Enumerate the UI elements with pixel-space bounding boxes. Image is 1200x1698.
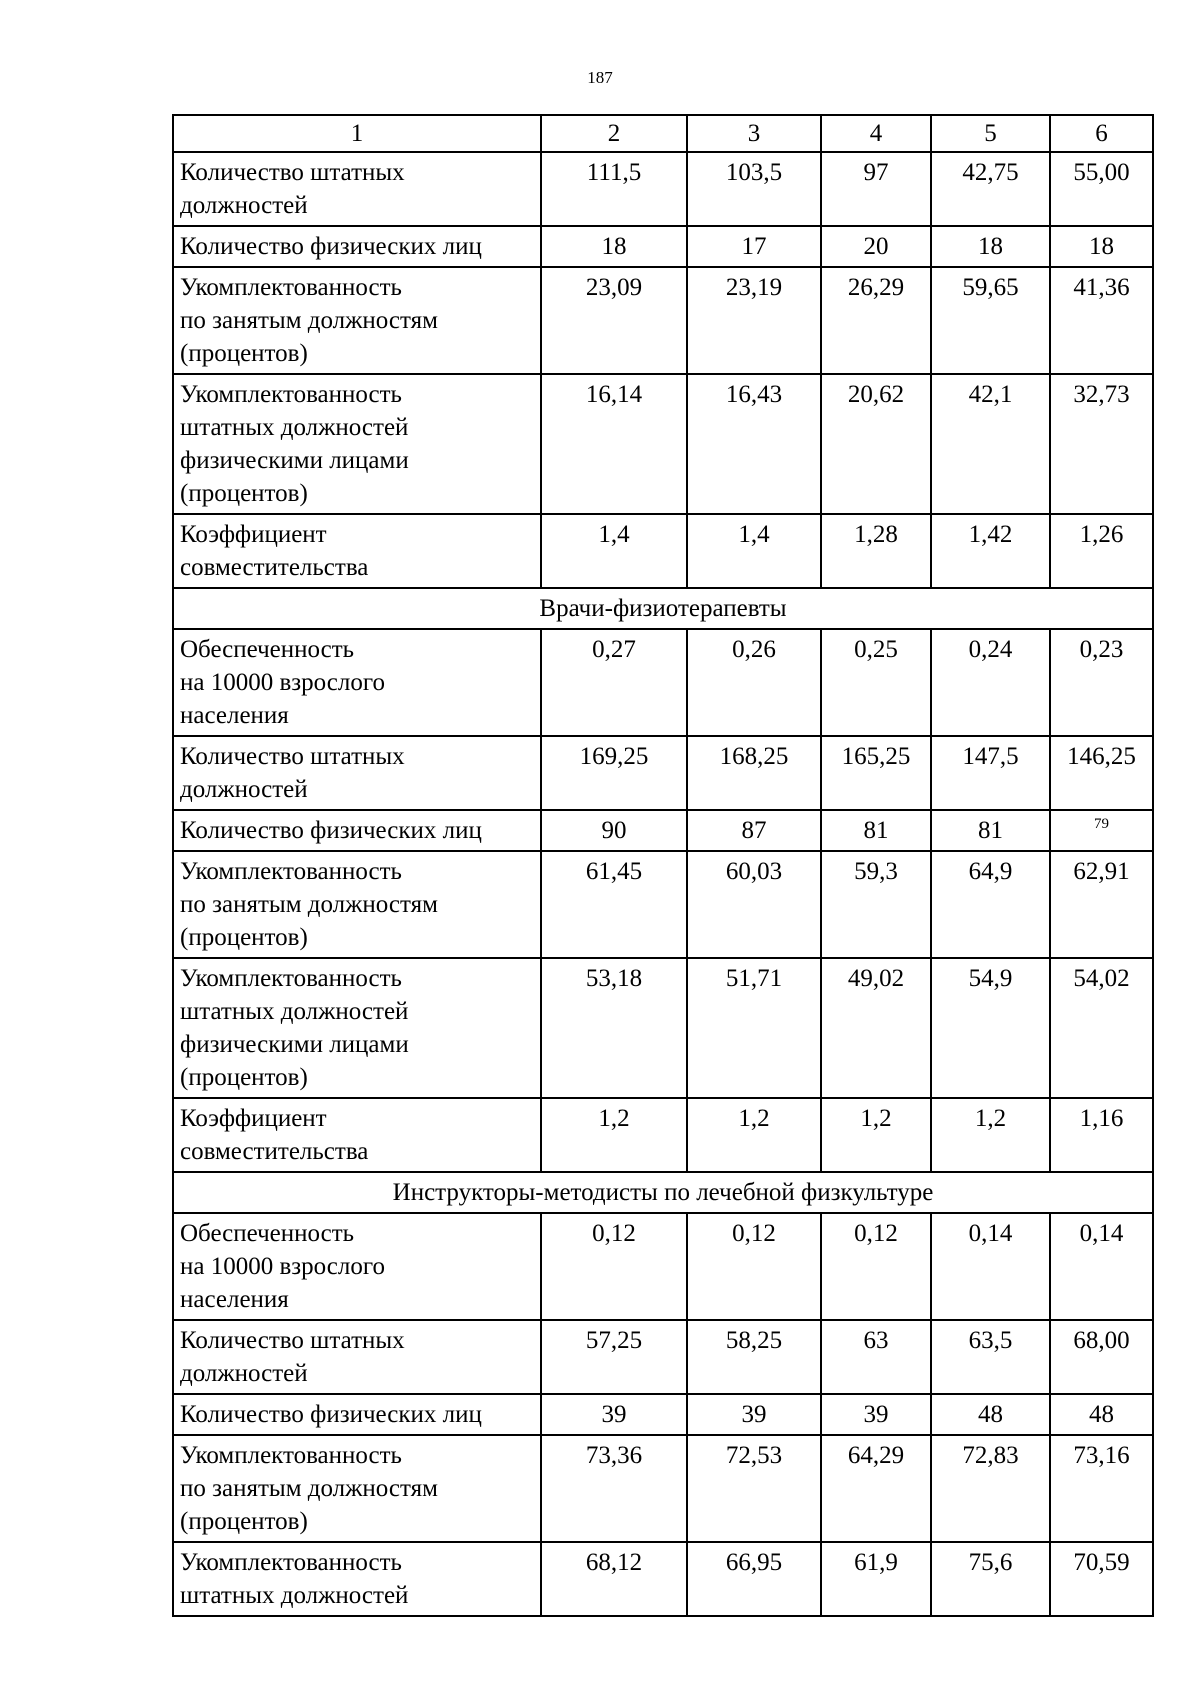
table-cell: 48 bbox=[1050, 1394, 1153, 1435]
row-label: Укомплектованность штатных должностей bbox=[173, 1542, 541, 1616]
table-cell: 90 bbox=[541, 810, 687, 851]
table-cell: 0,23 bbox=[1050, 629, 1153, 736]
table-cell: 1,4 bbox=[541, 514, 687, 588]
table-cell: 97 bbox=[821, 152, 931, 226]
section-title: Врачи-физиотерапевты bbox=[173, 588, 1153, 629]
table-cell: 16,43 bbox=[687, 374, 821, 514]
row-label: Коэффициент совместительства bbox=[173, 514, 541, 588]
table-cell: 1,4 bbox=[687, 514, 821, 588]
table-cell: 81 bbox=[931, 810, 1050, 851]
table-cell: 23,19 bbox=[687, 267, 821, 374]
table-row bbox=[173, 1435, 1153, 1542]
table-cell: 1,2 bbox=[821, 1098, 931, 1172]
table-cell: 0,14 bbox=[931, 1213, 1050, 1320]
table-cell: 1,16 bbox=[1050, 1098, 1153, 1172]
table-cell: 55,00 bbox=[1050, 152, 1153, 226]
table-cell: 62,91 bbox=[1050, 851, 1153, 958]
table-cell: 73,16 bbox=[1050, 1435, 1153, 1542]
table-body bbox=[173, 115, 1153, 1616]
table-cell: 1,28 bbox=[821, 514, 931, 588]
table-row bbox=[173, 736, 1153, 810]
table-cell: 1,2 bbox=[541, 1098, 687, 1172]
table-row bbox=[173, 1213, 1153, 1320]
table-cell: 26,29 bbox=[821, 267, 931, 374]
table-cell: 53,18 bbox=[541, 958, 687, 1098]
row-label: Коэффициент совместительства bbox=[173, 1098, 541, 1172]
table-cell: 54,9 bbox=[931, 958, 1050, 1098]
column-header: 1 bbox=[173, 115, 541, 152]
row-label: Укомплектованность по занятым должностям (процентов) bbox=[173, 851, 541, 958]
table-cell: 1,26 bbox=[1050, 514, 1153, 588]
table-cell: 169,25 bbox=[541, 736, 687, 810]
row-label: Количество штатных должностей bbox=[173, 152, 541, 226]
table-cell: 168,25 bbox=[687, 736, 821, 810]
table-cell: 42,1 bbox=[931, 374, 1050, 514]
table-cell: 1,2 bbox=[687, 1098, 821, 1172]
section-row bbox=[173, 588, 1153, 629]
column-header: 5 bbox=[931, 115, 1050, 152]
table-cell: 0,26 bbox=[687, 629, 821, 736]
table-cell: 75,6 bbox=[931, 1542, 1050, 1616]
table-cell: 165,25 bbox=[821, 736, 931, 810]
column-header: 2 bbox=[541, 115, 687, 152]
table-cell: 51,71 bbox=[687, 958, 821, 1098]
column-header: 4 bbox=[821, 115, 931, 152]
table-cell: 73,36 bbox=[541, 1435, 687, 1542]
table-cell: 18 bbox=[541, 226, 687, 267]
table-cell: 81 bbox=[821, 810, 931, 851]
table-cell: 103,5 bbox=[687, 152, 821, 226]
table-row bbox=[173, 1320, 1153, 1394]
row-label: Количество физических лиц bbox=[173, 1394, 541, 1435]
row-label: Укомплектованность по занятым должностям (процентов) bbox=[173, 267, 541, 374]
table-cell: 39 bbox=[821, 1394, 931, 1435]
table-row bbox=[173, 1098, 1153, 1172]
table-cell: 57,25 bbox=[541, 1320, 687, 1394]
table-cell: 64,9 bbox=[931, 851, 1050, 958]
row-label: Укомплектованность по занятым должностям (процентов) bbox=[173, 1435, 541, 1542]
table-cell: 0,27 bbox=[541, 629, 687, 736]
table-cell: 59,3 bbox=[821, 851, 931, 958]
table-cell: 147,5 bbox=[931, 736, 1050, 810]
table-cell: 23,09 bbox=[541, 267, 687, 374]
table-cell: 48 bbox=[931, 1394, 1050, 1435]
table-cell: 72,83 bbox=[931, 1435, 1050, 1542]
table-cell: 111,5 bbox=[541, 152, 687, 226]
table-cell: 1,2 bbox=[931, 1098, 1050, 1172]
table-cell: 18 bbox=[931, 226, 1050, 267]
table-cell: 0,24 bbox=[931, 629, 1050, 736]
table-row bbox=[173, 374, 1153, 514]
table-cell: 54,02 bbox=[1050, 958, 1153, 1098]
table-cell: 1,42 bbox=[931, 514, 1050, 588]
table-cell: 18 bbox=[1050, 226, 1153, 267]
table-cell: 20,62 bbox=[821, 374, 931, 514]
table-cell: 49,02 bbox=[821, 958, 931, 1098]
table-cell: 68,00 bbox=[1050, 1320, 1153, 1394]
table-cell: 59,65 bbox=[931, 267, 1050, 374]
table-cell: 39 bbox=[687, 1394, 821, 1435]
table-cell: 61,9 bbox=[821, 1542, 931, 1616]
row-label: Количество штатных должностей bbox=[173, 1320, 541, 1394]
table-cell: 87 bbox=[687, 810, 821, 851]
section-title: Инструкторы-методисты по лечебной физкультуре bbox=[173, 1172, 1153, 1213]
table-cell: 17 bbox=[687, 226, 821, 267]
table-row bbox=[173, 226, 1153, 267]
data-table bbox=[172, 114, 1154, 1617]
table-cell: 64,29 bbox=[821, 1435, 931, 1542]
table-cell: 20 bbox=[821, 226, 931, 267]
table-row bbox=[173, 152, 1153, 226]
table-cell: 72,53 bbox=[687, 1435, 821, 1542]
table-cell: 39 bbox=[541, 1394, 687, 1435]
page-number: 187 bbox=[587, 68, 613, 87]
table-cell: 63,5 bbox=[931, 1320, 1050, 1394]
table-cell: 0,12 bbox=[541, 1213, 687, 1320]
table-cell: 0,12 bbox=[821, 1213, 931, 1320]
row-label: Обеспеченность на 10000 взрослого населения bbox=[173, 629, 541, 736]
table-cell: 79 bbox=[1050, 810, 1153, 851]
table-row bbox=[173, 851, 1153, 958]
table-cell: 42,75 bbox=[931, 152, 1050, 226]
table-cell: 66,95 bbox=[687, 1542, 821, 1616]
table-cell: 146,25 bbox=[1050, 736, 1153, 810]
row-label: Укомплектованность штатных должностей физическими лицами (процентов) bbox=[173, 958, 541, 1098]
table-row bbox=[173, 267, 1153, 374]
table-cell: 61,45 bbox=[541, 851, 687, 958]
table-cell: 0,14 bbox=[1050, 1213, 1153, 1320]
table-row bbox=[173, 514, 1153, 588]
table-cell: 32,73 bbox=[1050, 374, 1153, 514]
table-cell: 63 bbox=[821, 1320, 931, 1394]
table-cell: 16,14 bbox=[541, 374, 687, 514]
section-row bbox=[173, 1172, 1153, 1213]
column-header: 6 bbox=[1050, 115, 1153, 152]
table-row bbox=[173, 1542, 1153, 1616]
row-label: Укомплектованность штатных должностей физическими лицами (процентов) bbox=[173, 374, 541, 514]
table-cell: 0,12 bbox=[687, 1213, 821, 1320]
table-cell: 41,36 bbox=[1050, 267, 1153, 374]
table-row bbox=[173, 958, 1153, 1098]
table-row bbox=[173, 810, 1153, 851]
table-cell: 60,03 bbox=[687, 851, 821, 958]
row-label: Количество физических лиц bbox=[173, 226, 541, 267]
column-header: 3 bbox=[687, 115, 821, 152]
row-label: Обеспеченность на 10000 взрослого населения bbox=[173, 1213, 541, 1320]
table-row bbox=[173, 1394, 1153, 1435]
table-header-row bbox=[173, 115, 1153, 152]
table-row bbox=[173, 629, 1153, 736]
row-label: Количество физических лиц bbox=[173, 810, 541, 851]
table-cell: 68,12 bbox=[541, 1542, 687, 1616]
row-label: Количество штатных должностей bbox=[173, 736, 541, 810]
table-cell: 58,25 bbox=[687, 1320, 821, 1394]
table-cell: 70,59 bbox=[1050, 1542, 1153, 1616]
table-cell: 0,25 bbox=[821, 629, 931, 736]
